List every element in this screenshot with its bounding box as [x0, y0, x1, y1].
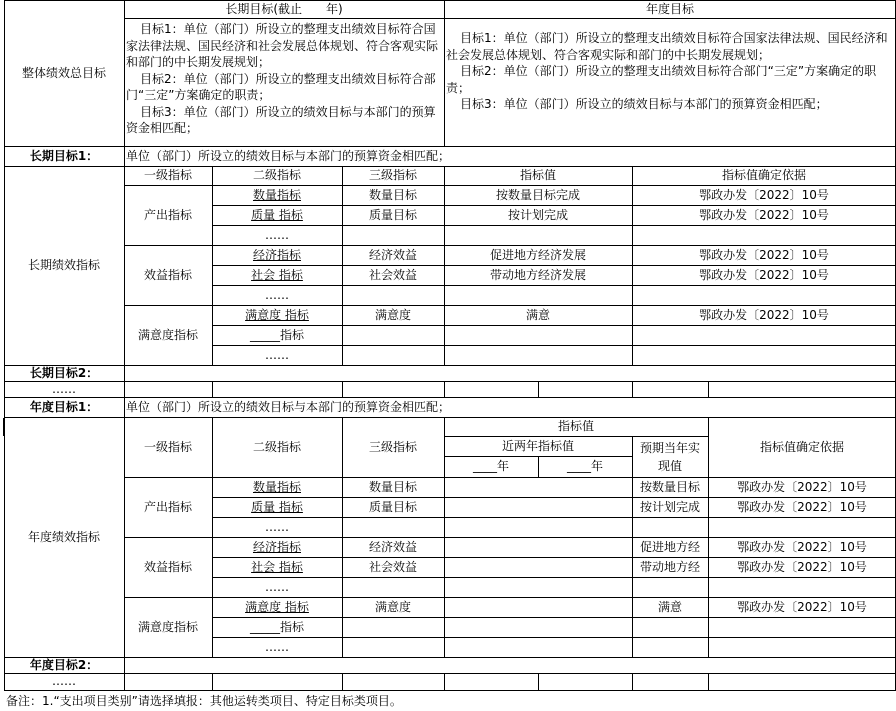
annual-econ-level3: 经济效益: [368, 539, 417, 554]
annual-goal-3: 目标3：单位（部门）所设立的绩效目标与本部门的预算资金相匹配；: [460, 97, 828, 111]
annual-sat-value: 满意: [657, 599, 682, 614]
annual-header-year-a: ____年: [472, 459, 509, 474]
long-sat-level3: 满意度: [374, 307, 411, 322]
long-goal-2: 目标2：单位（部门）所设立的整理支出绩效目标符合部门“三定”方案确定的职责；: [126, 71, 436, 102]
annual-sat-level3: 满意度: [374, 599, 411, 614]
annual-cat-output: 产出指标: [143, 499, 192, 514]
annual-qty-level2: 数量指标: [252, 479, 301, 494]
annual-target-1-label: 年度目标1：: [29, 399, 99, 414]
annual-social-level3: 社会效益: [368, 559, 417, 574]
long-econ-value: 促进地方经济发展: [489, 247, 586, 262]
long-indicator-section-label: 长期绩效指标: [27, 258, 100, 273]
annual-social-level2: 社会 指标: [251, 559, 303, 574]
long-target-1-text: 单位（部门）所设立的绩效目标与本部门的预算资金相匹配；: [126, 148, 451, 163]
annual-goal-2: 目标2：单位（部门）所设立的整理支出绩效目标符合部门“三定”方案确定的职责；: [446, 64, 877, 95]
annual-sat-more: ……: [265, 639, 289, 654]
long-sat-basis: 鄂政办发〔2022〕10号: [699, 307, 829, 322]
long-social-level3: 社会效益: [368, 267, 417, 282]
long-econ-basis: 鄂政办发〔2022〕10号: [699, 247, 829, 262]
overall-goal-label: 整体绩效总目标: [21, 65, 106, 80]
long-econ-level3: 经济效益: [368, 247, 417, 262]
annual-output-more: ……: [265, 519, 289, 534]
annual-header-value: 指标值: [557, 419, 594, 434]
long-qty-basis: 鄂政办发〔2022〕10号: [699, 187, 829, 202]
long-sat-value: 满意: [525, 307, 550, 322]
long-cat-benefit: 效益指标: [143, 267, 192, 282]
long-header-basis: 指标值确定依据: [721, 168, 806, 183]
long-qual-basis: 鄂政办发〔2022〕10号: [699, 207, 829, 222]
long-benefit-more: ……: [265, 287, 289, 302]
annual-sat-level2: 满意度 指标: [245, 599, 309, 614]
annual-sat-basis: 鄂政办发〔2022〕10号: [737, 599, 867, 614]
annual-header-year-b: ____年: [566, 459, 603, 474]
long-qual-value: 按计划完成: [507, 207, 568, 222]
annual-indicator-section-label: 年度绩效指标: [27, 529, 100, 544]
footnote: 备注：1.“支出项目类别”请选择填报：其他运转类项目、特定目标类项目。: [6, 693, 402, 708]
annual-qual-value: 按计划完成: [639, 499, 700, 514]
annual-qty-value: 按数量目标: [639, 479, 700, 494]
long-social-value: 带动地方经济发展: [489, 267, 586, 282]
long-econ-level2: 经济指标: [252, 247, 301, 262]
overall-annual-goals: [446, 30, 894, 145]
annual-target-header: 年度目标: [645, 1, 694, 16]
annual-header-basis: 指标值确定依据: [759, 439, 844, 454]
annual-header-level3: 三级指标: [368, 439, 417, 454]
annual-header-expected-line2: 现值: [657, 458, 682, 473]
annual-qty-basis: 鄂政办发〔2022〕10号: [737, 479, 867, 494]
annual-header-level2: 二级指标: [252, 439, 301, 454]
long-goal-3: 目标3：单位（部门）所设立的绩效目标与本部门的预算资金相匹配；: [126, 104, 436, 135]
annual-header-recent: 近两年指标值: [501, 438, 574, 453]
annual-header-expected: [632, 436, 708, 477]
long-term-target-header: 长期目标(截止 年): [225, 1, 343, 16]
long-header-level2: 二级指标: [252, 168, 301, 183]
annual-qty-level3: 数量目标: [368, 479, 417, 494]
long-cat-satisfaction: 满意度指标: [137, 327, 198, 342]
annual-qual-level2: 质量 指标: [251, 499, 303, 514]
annual-target-2-more: ……: [52, 674, 76, 689]
text-cursor-icon: [3, 418, 4, 436]
long-qual-level2: 质量 指标: [251, 207, 303, 222]
long-header-level1: 一级指标: [143, 168, 192, 183]
annual-goal-1: 目标1：单位（部门）所设立的整理支出绩效目标符合国家法律法规、国民经济和社会发展总体规划、符合客观实际和部门的中长期发展规划；: [446, 31, 888, 62]
long-header-value: 指标值: [519, 168, 556, 183]
long-header-level3: 三级指标: [368, 168, 417, 183]
long-qty-level3: 数量目标: [368, 187, 417, 202]
long-sat-level2: 满意度 指标: [245, 307, 309, 322]
long-sat-more: ……: [265, 347, 289, 362]
long-cat-output: 产出指标: [143, 207, 192, 222]
annual-cat-benefit: 效益指标: [143, 559, 192, 574]
annual-target-2-label: 年度目标2：: [29, 657, 99, 672]
annual-header-level1: 一级指标: [143, 439, 192, 454]
long-goal-1: 目标1：单位（部门）所设立的整理支出绩效目标符合国家法律法规、国民经济和社会发展总体规划、符合客观实际和部门的中长期发展规划；: [126, 22, 439, 69]
long-social-basis: 鄂政办发〔2022〕10号: [699, 267, 829, 282]
annual-cat-satisfaction: 满意度指标: [137, 619, 198, 634]
annual-econ-basis: 鄂政办发〔2022〕10号: [737, 539, 867, 554]
long-qty-value: 按数量目标完成: [495, 187, 580, 202]
long-target-2-label: 长期目标2：: [29, 365, 99, 380]
annual-header-expected-line1: 预期当年实: [639, 440, 700, 455]
overall-long-goals: [126, 21, 444, 145]
annual-econ-value: 促进地方经: [639, 539, 700, 554]
annual-blank-level2: _____指标: [249, 619, 304, 634]
long-qual-level3: 质量目标: [368, 207, 417, 222]
annual-target-1-text: 单位（部门）所设立的绩效目标与本部门的预算资金相匹配；: [126, 399, 451, 414]
long-qty-level2: 数量指标: [252, 187, 301, 202]
annual-benefit-more: ……: [265, 579, 289, 594]
long-output-more: ……: [265, 227, 289, 242]
annual-qual-level3: 质量目标: [368, 499, 417, 514]
long-blank-level2: _____指标: [249, 327, 304, 342]
long-target-2-more: ……: [52, 381, 76, 396]
long-target-1-label: 长期目标1：: [29, 148, 99, 163]
annual-econ-level2: 经济指标: [252, 539, 301, 554]
annual-qual-basis: 鄂政办发〔2022〕10号: [737, 499, 867, 514]
annual-social-basis: 鄂政办发〔2022〕10号: [737, 559, 867, 574]
long-social-level2: 社会 指标: [251, 267, 303, 282]
annual-social-value: 带动地方经: [639, 559, 700, 574]
